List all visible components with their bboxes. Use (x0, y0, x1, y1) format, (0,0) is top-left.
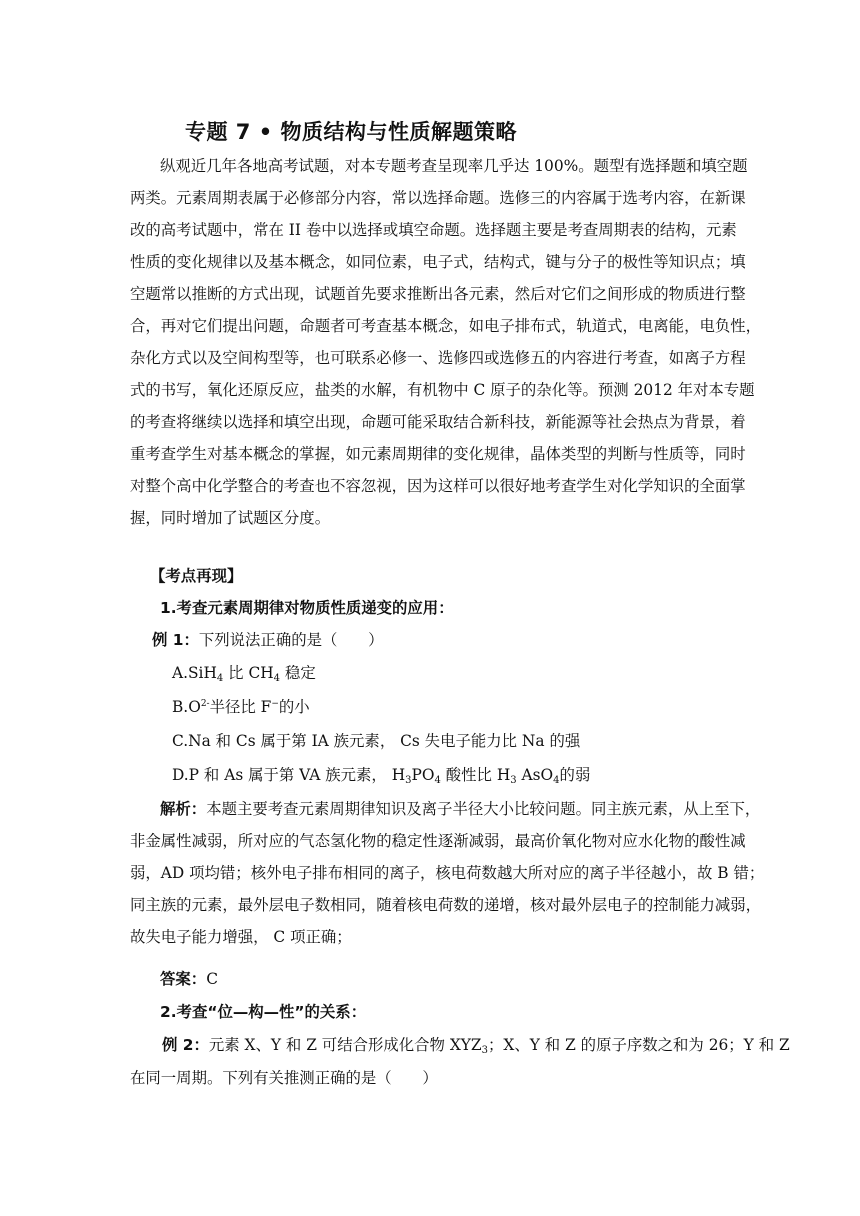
example-2-line-2: 在同一周期。下列有关推测正确的是（ ） (130, 1069, 438, 1087)
option-text: D.P 和 As 属于第 VA 族元素， H (172, 766, 406, 784)
intro-line: 两类。元素周期表属于必修部分内容，常以选择命题。选修三的内容属于选考内容，在新课 (130, 189, 746, 207)
question-text: 元素 X、Y 和 Z 可结合形成化合物 XYZ (208, 1036, 482, 1054)
intro-line: 改的高考试题中，常在 II 卷中以选择或填空命题。选择题主要是考查周期表的结构，元素 (130, 221, 737, 239)
subscript: 3 (510, 775, 517, 786)
answer-value: C (206, 970, 218, 988)
intro-line: 杂化方式以及空间构型等，也可联系必修一、选修四或选修五的内容进行考查，如离子方程 (130, 349, 746, 367)
example-1-question (152, 630, 384, 650)
superscript: 2- (200, 699, 210, 709)
option-text: 的小 (278, 698, 310, 716)
example-2-line-1 (162, 1035, 790, 1055)
analysis-first-line (160, 799, 760, 819)
intro-line: 纵观近几年各地高考试题，对本专题考查呈现率几乎达 100%。题型有选择题和填空题 (160, 157, 748, 175)
superscript: − (271, 699, 279, 709)
intro-line: 式的书写，氧化还原反应，盐类的水解，有机物中 C 原子的杂化等。预测 2012 年对本专题 (130, 381, 755, 399)
analysis-label: 解析： (160, 800, 207, 818)
answer-label: 答案： (160, 970, 207, 988)
intro-line: 握，同时增加了试题区分度。 (130, 509, 331, 527)
topic-heading-1: 1.考查元素周期律对物质性质递变的应用： (160, 599, 454, 617)
analysis-line: 同主族的元素，最外层电子数相同，随着核电荷数的递增，核对最外层电子的控制能力减弱， (130, 896, 762, 914)
topic-heading-2: 2.考查“位—构—性”的关系： (160, 1003, 367, 1021)
subscript: 4 (216, 673, 224, 684)
option-text: AsO (516, 766, 554, 784)
analysis-line: 故失电子能力增强， C 项正确； (130, 928, 352, 946)
analysis-line: 非金属性减弱，所对应的气态氢化物的稳定性逐渐减弱，最高价氧化物对应水化物的酸性减 (130, 832, 746, 850)
intro-line: 合，再对它们提出问题，命题者可考查基本概念，如电子排布式，轨道式，电离能，电负性， (130, 317, 762, 335)
intro-line: 的考查将继续以选择和填空出现，命题可能采取结合新科技，新能源等社会热点为背景，着 (130, 413, 746, 431)
intro-line: 对整个高中化学整合的考查也不容忽视，因为这样可以很好地考查学生对化学知识的全面掌 (130, 477, 746, 495)
page-title: 专题 7 • 物质结构与性质解题策略 (185, 120, 517, 144)
option-c: C.Na 和 Cs 属于第 IA 族元素， Cs 失电子能力比 Na 的强 (172, 732, 581, 750)
subscript: 4 (273, 673, 281, 684)
option-b (172, 697, 310, 717)
option-a (172, 663, 316, 683)
subscript: 3 (481, 1045, 489, 1056)
intro-line: 空题常以推断的方式出现，试题首先要求推断出各元素，然后对它们之间形成的物质进行整 (130, 285, 746, 303)
option-text: A.SiH (172, 664, 217, 682)
option-text: 比 CH (223, 664, 274, 682)
question-text: 下列说法正确的是（ ） (198, 631, 384, 649)
question-text: ；X、Y 和 Z 的原子序数之和为 26；Y 和 Z (488, 1036, 790, 1054)
subscript: 3 (405, 775, 412, 786)
option-text: B.O (172, 698, 201, 716)
option-d (172, 765, 590, 785)
subscript: 4 (553, 775, 560, 786)
option-text: 酸性比 H (440, 766, 511, 784)
answer-line (160, 969, 218, 989)
section-heading: 【考点再现】 (150, 567, 243, 585)
analysis-text: 本题主要考查元素周期律知识及离子半径大小比较问题。同主族元素，从上至下， (206, 800, 761, 818)
subscript: 4 (434, 775, 441, 786)
option-text: 稳定 (280, 664, 316, 682)
intro-line: 重考查学生对基本概念的掌握，如元素周期律的变化规律，晶体类型的判断与性质等，同时 (130, 445, 746, 463)
example-label: 例 2： (162, 1036, 209, 1054)
example-label: 例 1： (152, 631, 199, 649)
analysis-line: 弱，AD 项均错；核外电子排布相同的离子，核电荷数越大所对应的离子半径越小，故 B 错； (130, 864, 765, 882)
option-text: 半径比 F (209, 698, 272, 716)
option-text: PO (411, 766, 435, 784)
intro-line: 性质的变化规律以及基本概念，如同位素，电子式，结构式，键与分子的极性等知识点；填 (130, 253, 746, 271)
option-text: 的弱 (559, 766, 591, 784)
